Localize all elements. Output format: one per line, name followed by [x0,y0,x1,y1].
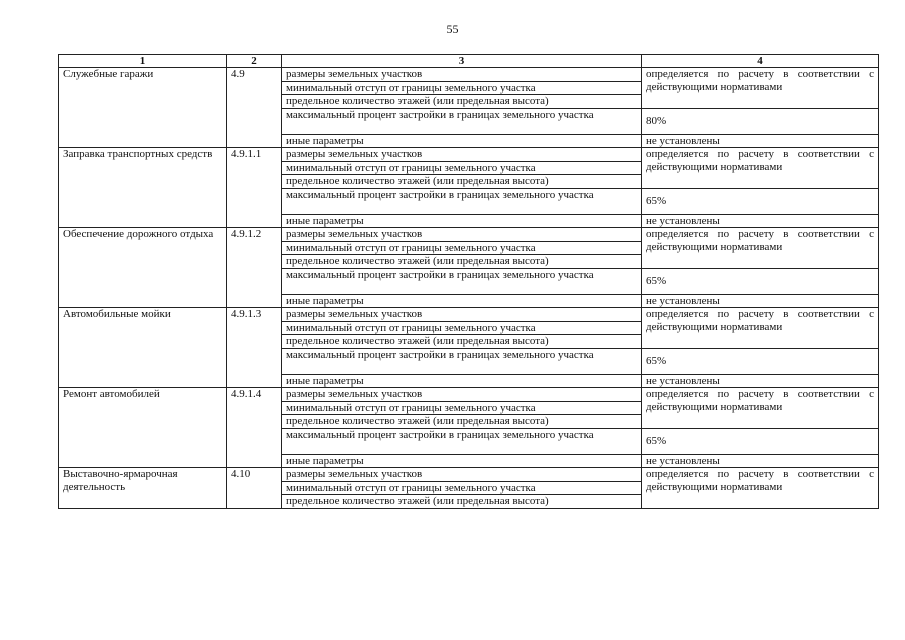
table-row [59,468,879,482]
parameter-name: размеры земельных участков [282,148,642,162]
land-use-name: Ремонт автомобилей [59,388,227,468]
parameter-name: предельное количество этажей (или предельная высота) [282,95,642,109]
header-row [59,55,879,68]
parameter-name: максимальный процент застройки в границах земельного участка [282,108,642,134]
parameter-value-calc: определяется по расчету в соответствии с действующими нормативами [642,308,879,349]
land-use-name: Выставочно-ярмарочная деятельность [59,468,227,509]
parameter-value-calc: определяется по расчету в соответствии с действующими нормативами [642,388,879,429]
page-number: 55 [446,22,459,36]
parameter-name: иные параметры [282,374,642,388]
column-header: 2 [227,55,282,68]
parameter-value-other: не установлены [642,214,879,228]
parameter-value-calc: определяется по расчету в соответствии с действующими нормативами [642,148,879,189]
parameter-name: минимальный отступ от границы земельного участка [282,161,642,175]
parameter-value-other: не установлены [642,374,879,388]
parameter-name: минимальный отступ от границы земельного участка [282,321,642,335]
parameter-name: размеры земельных участков [282,468,642,482]
parameter-name: максимальный процент застройки в границах земельного участка [282,428,642,454]
parameter-name: иные параметры [282,294,642,308]
parameter-name: размеры земельных участков [282,228,642,242]
land-use-name: Служебные гаражи [59,68,227,148]
parameter-name: минимальный отступ от границы земельного участка [282,481,642,495]
land-use-name: Обеспечение дорожного отдыха [59,228,227,308]
land-use-code: 4.9.1.3 [227,308,282,388]
parameter-value-percent: 65% [642,348,879,374]
land-use-code: 4.9.1.4 [227,388,282,468]
parameter-name: минимальный отступ от границы земельного участка [282,81,642,95]
parameter-name: предельное количество этажей (или предельная высота) [282,175,642,189]
table-row [59,308,879,322]
parameter-name: размеры земельных участков [282,308,642,322]
parameter-name: предельное количество этажей (или предельная высота) [282,495,642,509]
land-use-name: Автомобильные мойки [59,308,227,388]
parameter-name: предельное количество этажей (или предельная высота) [282,415,642,429]
parameter-value-other: не установлены [642,134,879,148]
table-row [59,228,879,242]
land-use-code: 4.9 [227,68,282,148]
land-use-code: 4.9.1.2 [227,228,282,308]
regulations-table [58,54,879,509]
parameter-name: максимальный процент застройки в границах земельного участка [282,348,642,374]
parameter-name: иные параметры [282,214,642,228]
parameter-name: иные параметры [282,134,642,148]
parameter-name: размеры земельных участков [282,388,642,402]
table-row [59,148,879,162]
column-header: 4 [642,55,879,68]
table-row [59,388,879,402]
parameter-value-percent: 80% [642,108,879,134]
parameter-value-other: не установлены [642,454,879,468]
parameter-value-percent: 65% [642,188,879,214]
parameter-value-calc: определяется по расчету в соответствии с действующими нормативами [642,228,879,269]
parameter-name: иные параметры [282,454,642,468]
parameter-value-calc: определяется по расчету в соответствии с действующими нормативами [642,68,879,109]
parameter-name: предельное количество этажей (или предельная высота) [282,255,642,269]
land-use-name: Заправка транспортных средств [59,148,227,228]
parameter-name: минимальный отступ от границы земельного участка [282,241,642,255]
parameter-value-other: не установлены [642,294,879,308]
parameter-value-percent: 65% [642,268,879,294]
parameter-value-percent: 65% [642,428,879,454]
parameter-name: предельное количество этажей (или предельная высота) [282,335,642,349]
parameter-name: максимальный процент застройки в границах земельного участка [282,188,642,214]
column-header: 1 [59,55,227,68]
parameter-name: максимальный процент застройки в границах земельного участка [282,268,642,294]
table-row [59,68,879,82]
parameter-value-calc: определяется по расчету в соответствии с действующими нормативами [642,468,879,509]
land-use-code: 4.10 [227,468,282,509]
parameter-name: минимальный отступ от границы земельного участка [282,401,642,415]
column-header: 3 [282,55,642,68]
land-use-code: 4.9.1.1 [227,148,282,228]
parameter-name: размеры земельных участков [282,68,642,82]
